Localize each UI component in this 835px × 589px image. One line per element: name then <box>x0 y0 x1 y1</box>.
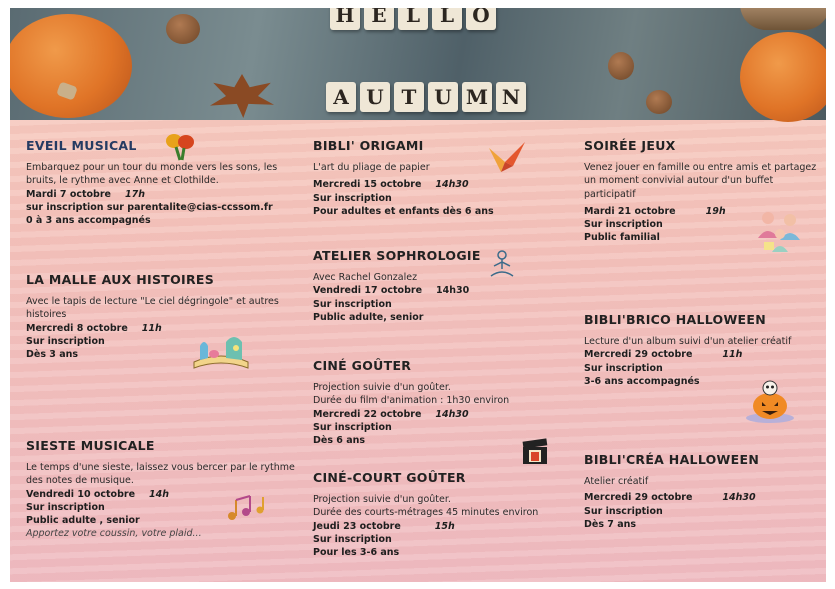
event-audience: Dès 6 ans <box>313 435 366 447</box>
event-audience: Pour les 3-6 ans <box>313 547 400 559</box>
event-atelier-sophrologie <box>313 248 573 324</box>
letter-tile: U <box>360 82 390 112</box>
event-date: Mercredi 29 octobre 11h <box>584 349 743 361</box>
event-description: Avec Rachel Gonzalez <box>313 272 418 283</box>
event-audience: Dès 3 ans <box>26 349 79 361</box>
event-registration: Sur inscription <box>313 298 392 310</box>
letter-tile: H <box>330 8 360 30</box>
event-title: CINÉ-COURT GOÛTER <box>313 470 466 485</box>
event-description: Atelier créatif <box>584 476 649 487</box>
letter-tile: U <box>428 82 458 112</box>
letter-tile: A <box>326 82 356 112</box>
event-sieste-musicale <box>26 438 296 541</box>
event-soiree-jeux <box>584 138 819 245</box>
music-notes-icon <box>224 492 268 524</box>
letter-tile: L <box>398 8 428 30</box>
pumpkin-right <box>740 32 826 122</box>
event-date: Vendredi 17 octobre 14h30 <box>313 285 470 297</box>
event-description: Durée du film d'animation : 1h30 environ <box>313 395 510 407</box>
event-audience: Public familial <box>584 232 660 244</box>
event-audience: Pour adultes et enfants dès 6 ans <box>313 205 494 217</box>
event-title: BIBLI'CRÉA HALLOWEEN <box>584 452 760 467</box>
event-eveil-musical <box>26 138 296 227</box>
hazelnut <box>646 90 672 114</box>
event-date: Mercredi 15 octobre 14h30 <box>313 179 469 191</box>
event-cine-gouter <box>313 358 573 447</box>
event-registration: Sur inscription <box>584 505 663 517</box>
event-date: Mardi 7 octobre 17h <box>26 188 145 200</box>
event-bibli-brico-halloween <box>584 312 819 388</box>
event-title: SIESTE MUSICALE <box>26 438 155 453</box>
wood-slice <box>740 8 826 30</box>
letter-tile: L <box>432 8 462 30</box>
event-title: CINÉ GOÛTER <box>313 358 412 373</box>
letter-tile: M <box>462 82 492 112</box>
event-registration: Sur inscription <box>26 335 105 347</box>
autumn-banner <box>10 8 826 120</box>
event-audience: 0 à 3 ans accompagnés <box>26 215 151 227</box>
event-registration: sur inscription sur parentalite@cias-ccssom.fr <box>26 201 273 213</box>
origami-crane-icon <box>487 140 527 174</box>
halloween-pumpkin-icon <box>744 378 796 424</box>
event-description: Durée des courts-métrages 45 minutes environ <box>313 507 539 519</box>
event-audience: Public adulte, senior <box>313 311 424 323</box>
event-description: Venez jouer en famille ou entre amis et partagez un moment convivial autour d'un buffet participatif <box>584 162 817 200</box>
letter-tile: T <box>394 82 424 112</box>
event-description: Projection suivie d'un goûter. <box>313 382 451 393</box>
hazelnut <box>608 52 634 80</box>
event-malle-aux-histoires <box>26 272 296 361</box>
flyer-sheet <box>10 8 826 582</box>
event-title: SOIRÉE JEUX <box>584 138 676 153</box>
event-description: Embarquez pour un tour du monde vers les sons, les bruits, le rythme avec Anne et Clothilde. <box>26 162 278 187</box>
letter-tile: E <box>364 8 394 30</box>
event-title: EVEIL MUSICAL <box>26 138 137 153</box>
clapperboard-icon <box>521 436 551 466</box>
event-registration: Sur inscription <box>584 219 663 231</box>
event-registration: Sur inscription <box>313 192 392 204</box>
event-bibli-origami <box>313 138 573 218</box>
autumn-leaf <box>210 74 274 118</box>
event-date: Mercredi 29 octobre 14h30 <box>584 492 756 504</box>
event-audience: Public adulte , senior <box>26 515 140 527</box>
storybook-icon <box>190 332 252 374</box>
pumpkin-left <box>10 14 132 118</box>
letter-tile: O <box>466 8 496 30</box>
event-date: Mercredi 8 octobre 11h <box>26 322 162 334</box>
event-title: ATELIER SOPHROLOGIE <box>313 248 481 263</box>
event-registration: Sur inscription <box>26 501 105 513</box>
autumn-tiles <box>326 82 526 112</box>
event-note: Apportez votre coussin, votre plaid... <box>26 528 202 540</box>
event-audience: Dès 7 ans <box>584 518 637 530</box>
event-title: LA MALLE AUX HISTOIRES <box>26 272 215 287</box>
meditation-icon <box>489 250 515 280</box>
event-registration: Sur inscription <box>584 362 663 374</box>
family-games-icon <box>754 208 806 256</box>
maracas-icon <box>164 132 198 162</box>
event-registration: Sur inscription <box>313 533 392 545</box>
event-registration: Sur inscription <box>313 421 392 433</box>
event-date: Mercredi 22 octobre 14h30 <box>313 408 469 420</box>
hello-tiles <box>330 8 496 30</box>
event-description: Projection suivie d'un goûter. <box>313 494 451 505</box>
event-description: L'art du pliage de papier <box>313 162 430 173</box>
letter-tile: N <box>496 82 526 112</box>
event-description: Avec le tapis de lecture "Le ciel dégringole" et autres histoires <box>26 296 279 321</box>
event-description: Le temps d'une sieste, laissez vous bercer par le rythme des notes de musique. <box>26 462 295 487</box>
event-date: Mardi 21 octobre 19h <box>584 205 726 217</box>
event-description: Lecture d'un album suivi d'un atelier créatif <box>584 336 792 347</box>
event-title: BIBLI'BRICO HALLOWEEN <box>584 312 766 327</box>
event-cine-court-gouter <box>313 470 573 559</box>
event-title: BIBLI' ORIGAMI <box>313 138 424 153</box>
event-date: Jeudi 23 octobre 15h <box>313 520 455 532</box>
event-bibli-crea-halloween <box>584 452 819 531</box>
event-audience: 3-6 ans accompagnés <box>584 375 700 387</box>
hazelnut <box>166 14 200 44</box>
event-date: Vendredi 10 octobre 14h <box>26 488 169 500</box>
